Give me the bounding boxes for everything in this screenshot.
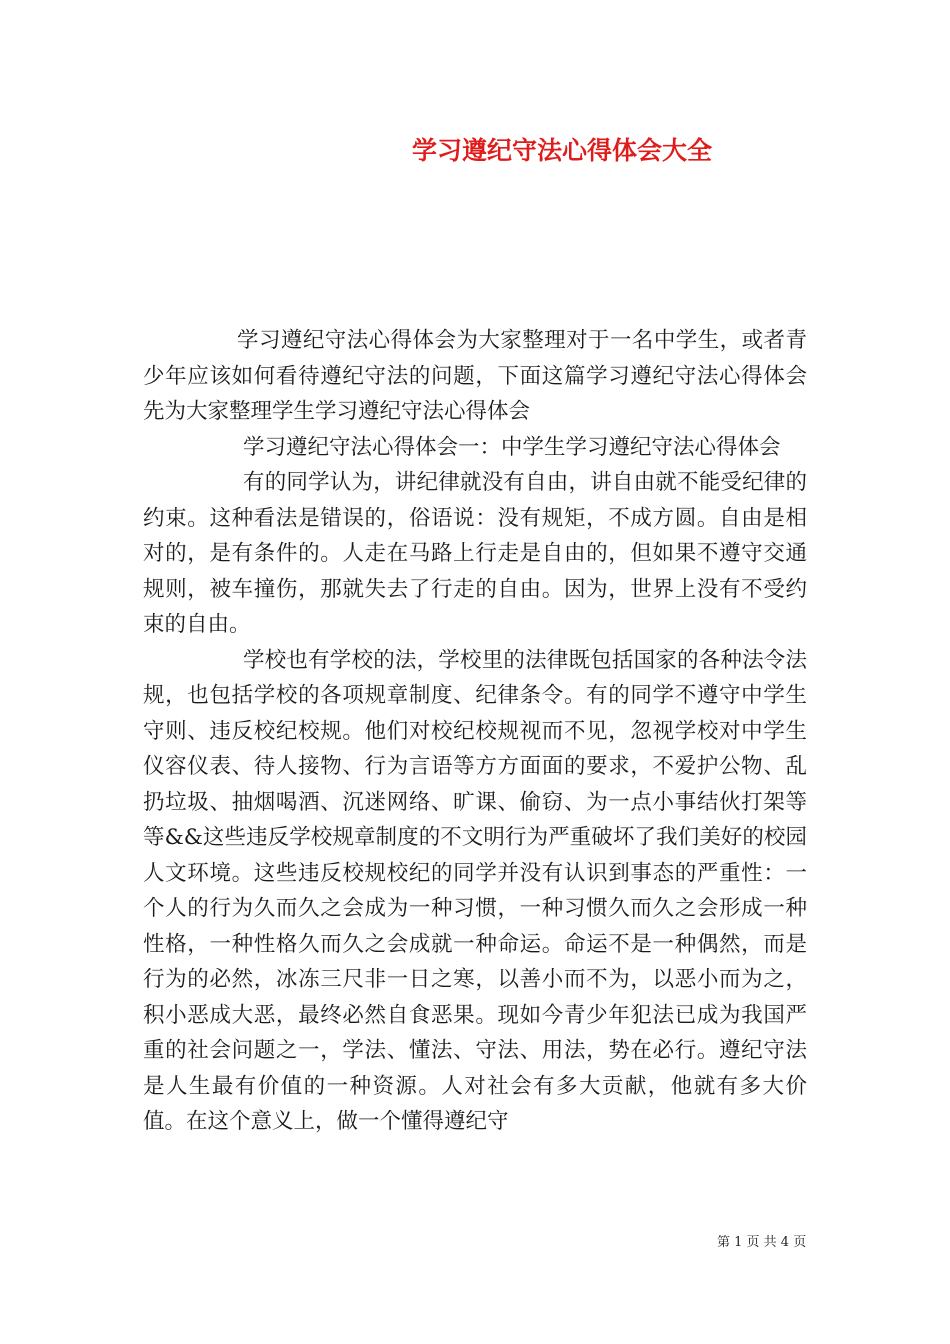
body-paragraph: 有的同学认为，讲纪律就没有自由，讲自由就不能受纪律的约束。这种看法是错误的，俗语说：没有规矩，不成方圆。自由是相对的，是有条件的。人走在马路上行走是自由的，但如果不遵守交通规则，被车撞伤，那就失去了行走的自由。因为，世界上没有不受约束的自由。 (143, 470, 807, 637)
document-body (143, 323, 807, 1140)
document-title: 学习遵纪守法心得体会大全 (412, 136, 713, 165)
section-heading: 学习遵纪守法心得体会一：中学生学习遵纪守法心得体会 (243, 434, 781, 460)
intro-paragraph: 学习遵纪守法心得体会为大家整理对于一名中学生，或者青少年应该如何看待遵纪守法的问题，下面这篇学习遵纪守法心得体会先为大家整理学生学习遵纪守法心得体会 (143, 328, 807, 424)
body-paragraph: 学校也有学校的法，学校里的法律既包括国家的各种法令法规，也包括学校的各项规章制度、纪律条令。有的同学不遵守中学生守则、违反校纪校规。他们对校纪校规视而不见，忽视学校对中学生仪容仪表、待人接物、行为言语等方方面面的要求，不爱护公物、乱扔垃圾、抽烟喝酒、沉迷网络、旷课、偷窃、为一点小事结伙打架等等&&这些违反学校规章制度的不文明行为严重破坏了我们美好的校园人文环境。这些违反校规校纪的同学并没有认识到事态的严重性：一个人的行为久而久之会成为一种习惯，一种习惯久而久之会形成一种性格，一种性格久而久之会成就一种命运。命运不是一种偶然，而是行为的必然，冰冻三尺非一日之寒，以善小而不为，以恶小而为之，积小恶成大恶，最终必然自食恶果。现如今青少年犯法已成为我国严重的社会问题之一，学法、懂法、守法、用法，势在必行。遵纪守法是人生最有价值的一种资源。人对社会有多大贡献，他就有多大价值。在这个意义上，做一个懂得遵纪守 (143, 647, 807, 1134)
page-number-footer: 第 1 页 共 4 页 (717, 1235, 807, 1250)
